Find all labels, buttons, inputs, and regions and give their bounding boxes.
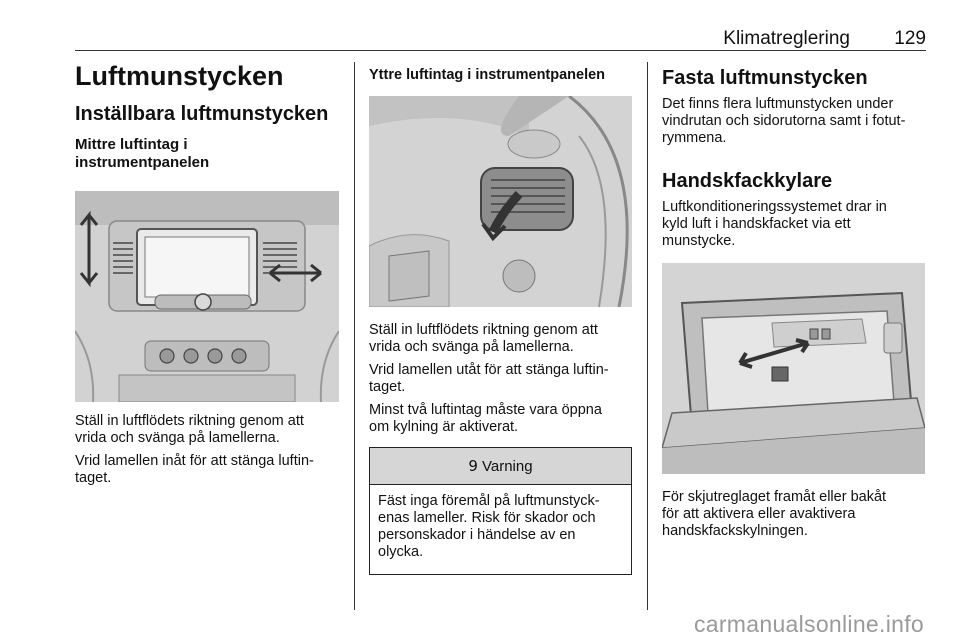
paragraph-line: Vrid lamellen utåt för att stänga luftin- <box>369 362 609 378</box>
outer-vent-illustration <box>369 96 632 307</box>
paragraph-line: munstycke. <box>662 233 736 249</box>
paragraph-line: Ställ in luftflödets riktning genom att <box>369 322 598 338</box>
paragraph-line: taget. <box>75 470 112 486</box>
column-divider-2 <box>647 62 648 610</box>
dashboard-center-drawing <box>75 191 339 402</box>
paragraph-line: för att aktivera eller avaktivera <box>662 506 856 522</box>
paragraph-line: Luftkonditioneringssystemet drar in <box>662 199 887 215</box>
middle-text-block <box>369 322 639 436</box>
glovebox-illustration <box>662 263 925 474</box>
column-divider-1 <box>354 62 355 610</box>
warning-box <box>369 447 632 575</box>
warning-line: enas lameller. Risk för skador och <box>378 510 596 526</box>
paragraph-line: vrida och svänga på lamellerna. <box>75 430 280 446</box>
paragraph-line: vindrutan och sidorutorna samt i fotut- <box>662 113 906 129</box>
subsection-heading: Yttre luftintag i instrumentpanelen <box>369 67 606 83</box>
warning-line: olycka. <box>378 544 424 560</box>
paragraph-line: Vrid lamellen inåt för att stänga luftin- <box>75 453 314 469</box>
left-text-block <box>75 413 345 487</box>
section-heading: Fasta luftmunstycken <box>662 67 868 89</box>
paragraph-line: taget. <box>369 379 406 395</box>
section-heading: Inställbara luftmunstycken <box>75 103 329 125</box>
right-column <box>662 66 928 250</box>
middle-column <box>369 66 639 84</box>
subsection-heading-line1: Mittre luftintag i <box>75 136 188 153</box>
dashboard-side-drawing <box>369 96 632 307</box>
warning-line: Fäst inga föremål på luftmunstyck- <box>378 493 600 509</box>
subsection-heading-line2: instrumentpanelen <box>75 154 210 171</box>
paragraph-line: vrida och svänga på lamellerna. <box>369 339 574 355</box>
paragraph-line: rymmena. <box>662 130 727 146</box>
paragraph-line: handskfackskylningen. <box>662 523 808 539</box>
glovebox-drawing <box>662 263 925 474</box>
page-number: 129 <box>894 28 926 49</box>
warning-line: personskador i händelse av en <box>378 527 576 543</box>
header-rule <box>75 50 926 51</box>
paragraph-line: kyld luft i handskfacket via ett <box>662 216 851 232</box>
paragraph-line: Det finns flera luftmunstycken under <box>662 96 894 112</box>
paragraph-line: om kylning är aktiverat. <box>369 419 519 435</box>
section-heading: Handskfackkylare <box>662 170 833 192</box>
warning-symbol-icon: 9 <box>468 457 478 475</box>
warning-body <box>370 485 631 567</box>
paragraph-line: För skjutreglaget framåt eller bakåt <box>662 489 887 505</box>
section-title: Klimatreglering <box>723 28 850 49</box>
site-watermark: carmanualsonline.info <box>693 611 924 637</box>
warning-title: Varning <box>481 457 533 475</box>
warning-header <box>370 448 631 485</box>
left-column <box>75 60 345 172</box>
paragraph-line: Minst två luftintag måste vara öppna <box>369 402 602 418</box>
paragraph-line: Ställ in luftflödets riktning genom att <box>75 413 304 429</box>
center-vents-illustration <box>75 191 339 402</box>
right-text-block <box>662 489 928 540</box>
chapter-heading: Luftmunstycken <box>75 61 284 91</box>
